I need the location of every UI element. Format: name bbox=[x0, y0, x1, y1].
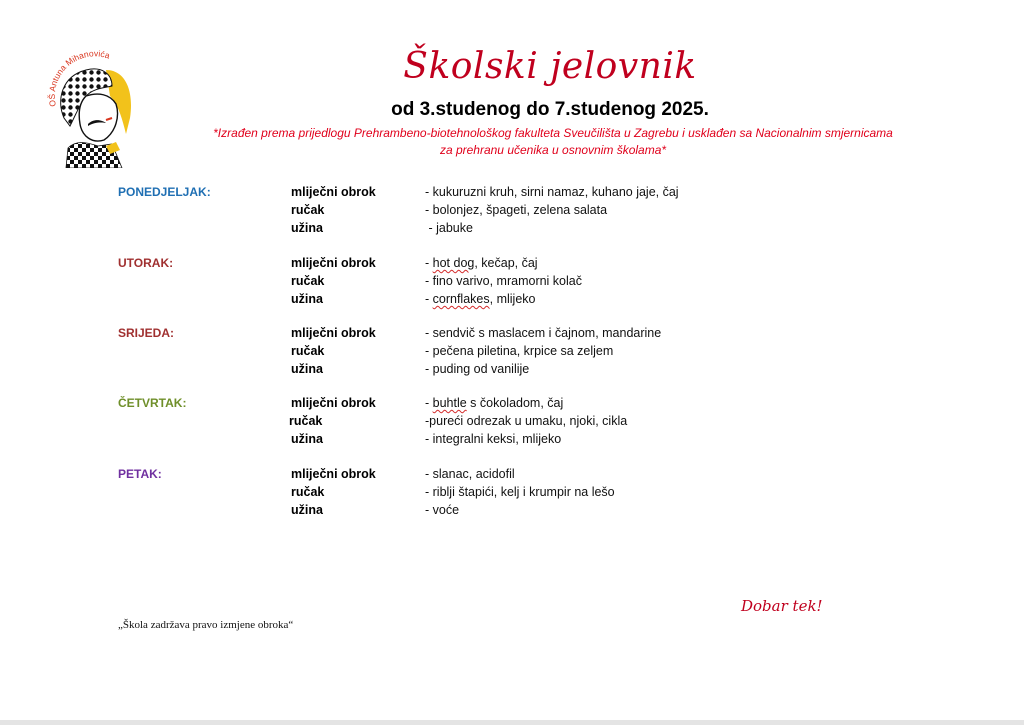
meal-label: užina bbox=[291, 292, 323, 306]
page-title: Školski jelovnik bbox=[403, 46, 697, 87]
guideline-note-line-2: za prehranu učenika u osnovnim školama* bbox=[439, 143, 667, 157]
day-label-monday: PONEDJELJAK: bbox=[118, 185, 211, 199]
meal-label: mliječni obrok bbox=[291, 326, 376, 340]
meal-label: mliječni obrok bbox=[291, 467, 376, 481]
meal-food: - sendvič s maslacem i čajnom, mandarine bbox=[425, 326, 662, 340]
meal-food: - slanac, acidofil bbox=[425, 467, 515, 481]
meal-label: užina bbox=[291, 362, 323, 376]
meal-food: - bolonjez, špageti, zelena salata bbox=[425, 203, 608, 217]
meal-label: ručak bbox=[291, 274, 325, 288]
meal-label: ručak bbox=[291, 344, 325, 358]
meal-label: ručak bbox=[289, 414, 323, 428]
page-bottom-edge bbox=[0, 720, 1024, 725]
meal-label: užina bbox=[291, 221, 323, 235]
meal-label: mliječni obrok bbox=[291, 185, 376, 199]
guideline-note bbox=[0, 125, 1024, 159]
meal-label: ručak bbox=[291, 485, 325, 499]
meal-label: mliječni obrok bbox=[291, 396, 376, 410]
meal-food: - buhtle s čokoladom, čaj bbox=[425, 396, 564, 410]
day-label-friday: PETAK: bbox=[118, 467, 162, 481]
guideline-note-line-1: *Izrađen prema prijedlogu Prehrambeno-biotehnološkog fakulteta Sveučilišta u Zagrebu i usklađen sa Nacionalnim smjernicama bbox=[213, 126, 893, 140]
meal-label: užina bbox=[291, 432, 323, 446]
meal-food: - integralni keksi, mlijeko bbox=[425, 432, 562, 446]
meal-food: - riblji štapići, kelj i krumpir na lešo bbox=[425, 485, 615, 499]
date-range-subtitle: od 3.studenog do 7.studenog 2025. bbox=[391, 99, 709, 120]
meal-food: - fino varivo, mramorni kolač bbox=[425, 274, 582, 288]
meal-label: užina bbox=[291, 503, 323, 517]
spellcheck-marked-word: cornflakes bbox=[432, 292, 490, 306]
meal-food: - kukuruzni kruh, sirni namaz, kuhano jaje, čaj bbox=[425, 185, 679, 199]
meal-food: - cornflakes, mlijeko bbox=[425, 292, 536, 306]
day-label-tuesday: UTORAK: bbox=[118, 256, 174, 270]
closing-greeting: Dobar tek! bbox=[741, 597, 823, 615]
meal-label: ručak bbox=[291, 203, 325, 217]
meal-label: mliječni obrok bbox=[291, 256, 376, 270]
spellcheck-marked-word: hot dog bbox=[432, 256, 475, 270]
meal-food: - hot dog, kečap, čaj bbox=[425, 256, 538, 270]
meal-food: - voće bbox=[425, 503, 460, 517]
day-label-thursday: ČETVRTAK: bbox=[118, 396, 187, 410]
meal-food: - jabuke bbox=[425, 221, 473, 235]
meal-food: -pureći odrezak u umaku, njoki, cikla bbox=[425, 414, 628, 428]
spellcheck-marked-word: buhtle bbox=[432, 396, 467, 410]
meal-food: - puding od vanilije bbox=[425, 362, 530, 376]
logo-arc-text: OŠ Antuna Mihanovića bbox=[46, 48, 112, 108]
day-label-wednesday: SRIJEDA: bbox=[118, 326, 175, 340]
footnote: „Škola zadržava pravo izmjene obroka“ bbox=[118, 619, 294, 631]
meal-food: - pečena piletina, krpice sa zeljem bbox=[425, 344, 614, 358]
